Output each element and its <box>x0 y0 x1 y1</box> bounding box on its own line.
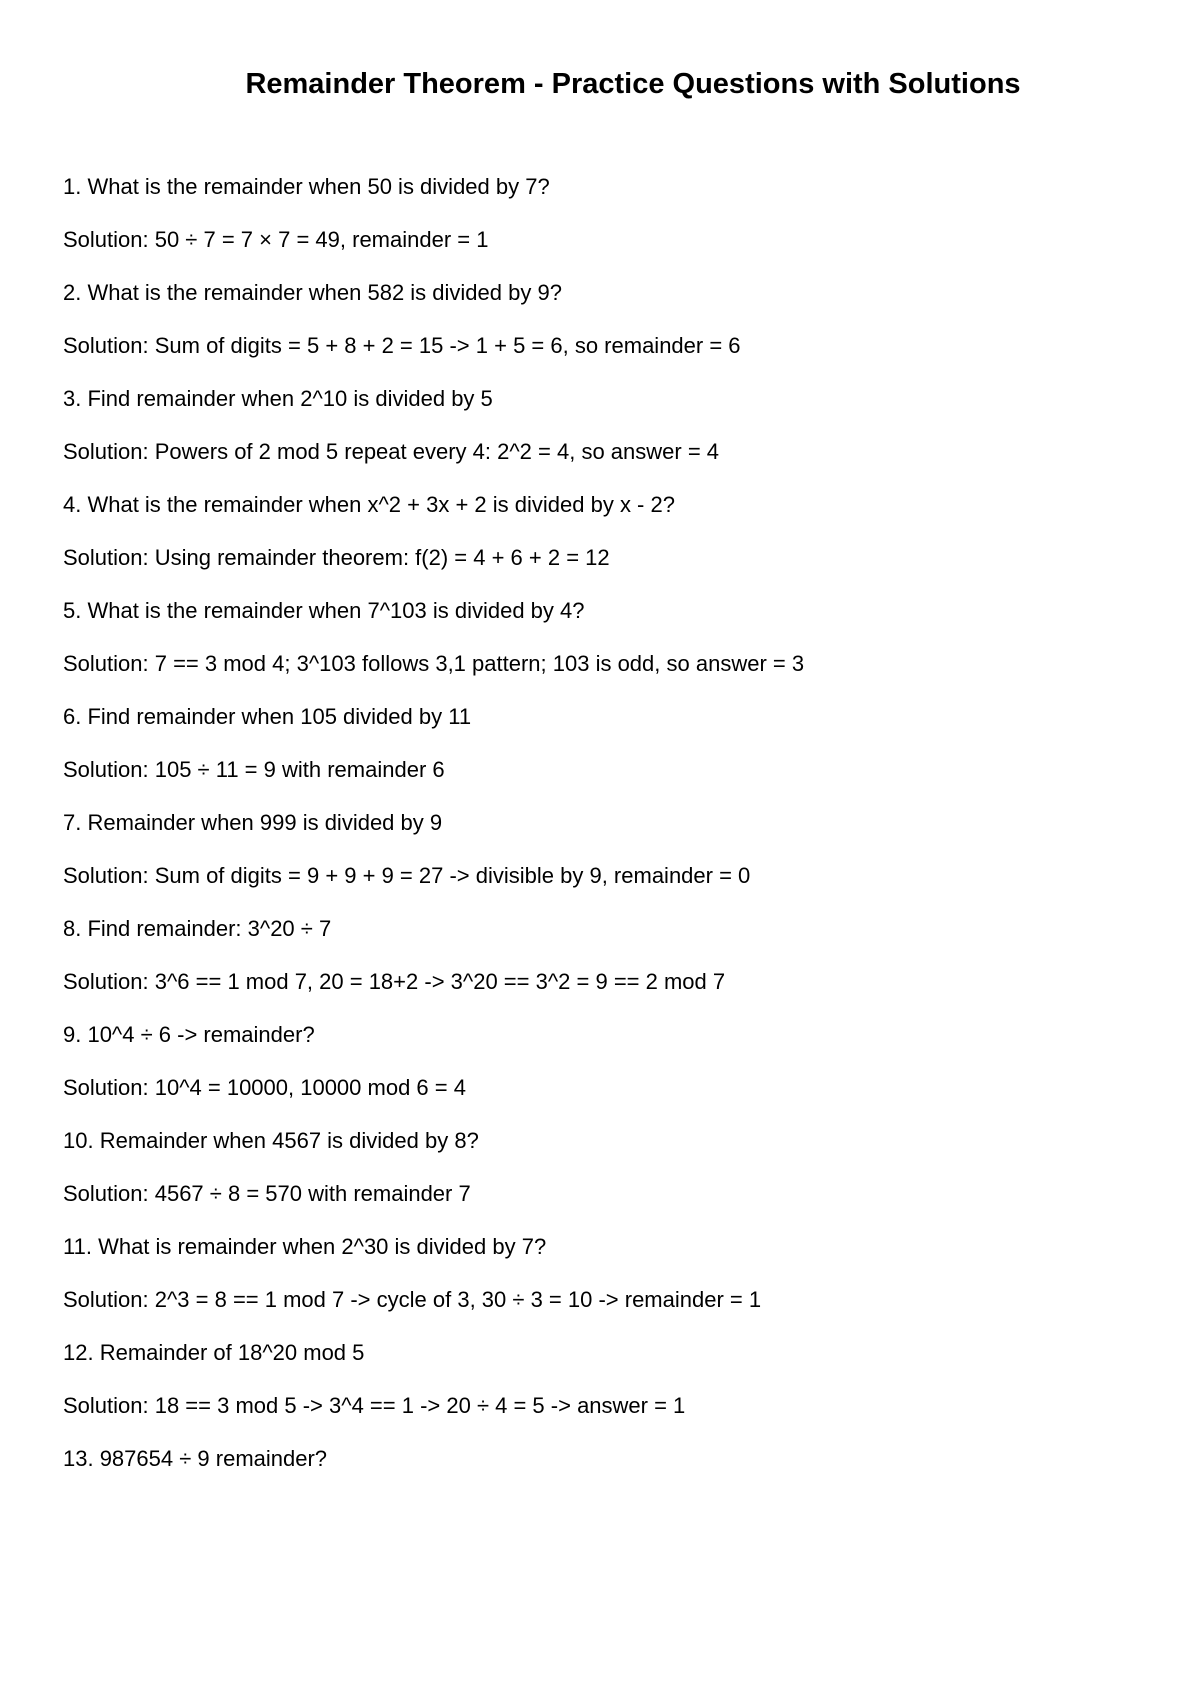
question-3: 3. Find remainder when 2^10 is divided by 5 <box>63 386 493 411</box>
question-6: 6. Find remainder when 105 divided by 11 <box>63 704 472 729</box>
solution-10: Solution: 4567 ÷ 8 = 570 with remainder 7 <box>63 1181 471 1206</box>
question-7: 7. Remainder when 999 is divided by 9 <box>63 810 443 835</box>
solution-8: Solution: 3^6 == 1 mod 7, 20 = 18+2 -> 3^20 == 3^2 = 9 == 2 mod 7 <box>63 969 726 994</box>
question-8: 8. Find remainder: 3^20 ÷ 7 <box>63 916 332 941</box>
solution-5: Solution: 7 == 3 mod 4; 3^103 follows 3,1 pattern; 103 is odd, so answer = 3 <box>63 651 805 676</box>
question-13: 13. 987654 ÷ 9 remainder? <box>63 1446 328 1471</box>
solution-1: Solution: 50 ÷ 7 = 7 × 7 = 49, remainder = 1 <box>63 227 489 252</box>
question-11: 11. What is remainder when 2^30 is divided by 7? <box>63 1234 547 1259</box>
question-9: 9. 10^4 ÷ 6 -> remainder? <box>63 1022 315 1047</box>
question-1: 1. What is the remainder when 50 is divided by 7? <box>63 174 550 199</box>
solution-11: Solution: 2^3 = 8 == 1 mod 7 -> cycle of 3, 30 ÷ 3 = 10 -> remainder = 1 <box>63 1287 762 1312</box>
solution-4: Solution: Using remainder theorem: f(2) = 4 + 6 + 2 = 12 <box>63 545 610 570</box>
solution-9: Solution: 10^4 = 10000, 10000 mod 6 = 4 <box>63 1075 466 1100</box>
solution-12: Solution: 18 == 3 mod 5 -> 3^4 == 1 -> 20 ÷ 4 = 5 -> answer = 1 <box>63 1393 686 1418</box>
question-12: 12. Remainder of 18^20 mod 5 <box>63 1340 365 1365</box>
solution-2: Solution: Sum of digits = 5 + 8 + 2 = 15 -> 1 + 5 = 6, so remainder = 6 <box>63 333 741 358</box>
question-2: 2. What is the remainder when 582 is divided by 9? <box>63 280 562 305</box>
document-title: Remainder Theorem - Practice Questions with Solutions <box>245 68 1021 100</box>
solution-3: Solution: Powers of 2 mod 5 repeat every 4: 2^2 = 4, so answer = 4 <box>63 439 720 464</box>
solution-7: Solution: Sum of digits = 9 + 9 + 9 = 27 -> divisible by 9, remainder = 0 <box>63 863 751 888</box>
solution-6: Solution: 105 ÷ 11 = 9 with remainder 6 <box>63 757 445 782</box>
question-10: 10. Remainder when 4567 is divided by 8? <box>63 1128 479 1153</box>
question-5: 5. What is the remainder when 7^103 is divided by 4? <box>63 598 585 623</box>
question-4: 4. What is the remainder when x^2 + 3x + 2 is divided by x - 2? <box>63 492 675 517</box>
